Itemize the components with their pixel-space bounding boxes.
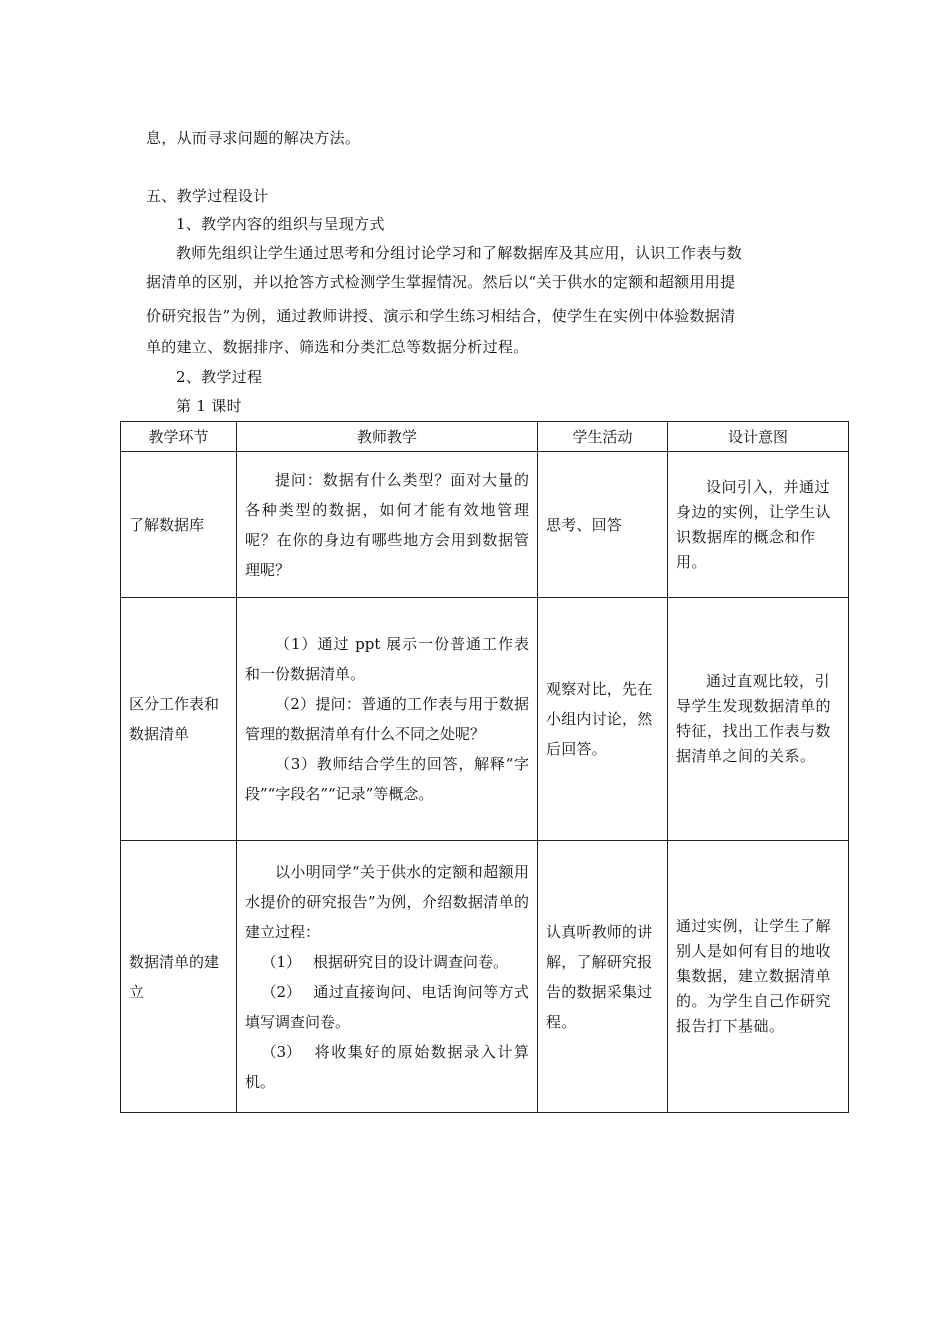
lesson-table — [120, 421, 849, 1113]
teacher-cell — [237, 841, 538, 1113]
step-number: （1） — [261, 952, 301, 971]
header-student: 学生活动 — [538, 422, 668, 452]
teacher-step — [245, 1037, 529, 1097]
header-stage: 教学环节 — [121, 422, 237, 452]
step-number: （3） — [261, 1042, 301, 1061]
subsection-title-2: 2、教学过程 — [176, 368, 263, 386]
table-row — [121, 452, 849, 598]
stage-text: 了解数据库 — [129, 515, 205, 534]
stage-text: 区分工作表和数据清单 — [129, 695, 220, 743]
teacher-intro: 以小明同学“关于供水的定额和超额用水提价的研究报告”为例，介绍数据清单的建立过程： — [245, 862, 529, 941]
step-number: （2） — [261, 982, 301, 1001]
teacher-cell — [237, 598, 538, 841]
table-header-row — [121, 422, 849, 452]
student-cell — [538, 598, 668, 841]
paragraph-line: 价研究报告”为例，通过教师讲授、演示和学生练习相结合，使学生在实例中体验数据清 — [146, 307, 736, 325]
teacher-item: （1）通过 ppt 展示一份普通工作表和一份数据清单。 — [245, 635, 529, 683]
session-label: 第 1 课时 — [176, 397, 242, 415]
step-text: 通过直接询问、电话询问等方式填写调查问卷。 — [245, 982, 529, 1031]
stage-cell — [121, 452, 237, 598]
design-cell — [668, 598, 849, 841]
teacher-text: 提问：数据有什么类型？面对大量的各种类型的数据，如何才能有效地管理呢？在你的身边有哪些地方会用到数据管理呢？ — [245, 470, 529, 579]
teacher-item: （3）教师结合学生的回答，解释“字段”“字段名”“记录”等概念。 — [245, 755, 529, 803]
stage-cell — [121, 841, 237, 1113]
design-text: 设问引入，并通过身边的实例，让学生认识数据库的概念和作用。 — [676, 477, 832, 571]
section-title: 五、教学过程设计 — [146, 187, 269, 205]
table-row — [121, 598, 849, 841]
stage-cell — [121, 598, 237, 841]
stage-text: 数据清单的建立 — [129, 952, 220, 1001]
design-text: 通过直观比较，引导学生发现数据清单的特征，找出工作表与数据清单之间的关系。 — [676, 672, 832, 765]
student-cell — [538, 452, 668, 598]
teacher-step — [245, 977, 529, 1037]
student-text: 观察对比，先在小组内讨论，然后回答。 — [546, 680, 653, 758]
paragraph-line: 教师先组织让学生通过思考和分组讨论学习和了解数据库及其应用，认识工作表与数 — [176, 244, 743, 262]
design-text: 通过实例，让学生了解别人是如何有目的地收集数据，建立数据清单的。为学生自己作研究报告打下基础。 — [676, 917, 832, 1035]
student-text: 思考、回答 — [546, 515, 623, 534]
header-design: 设计意图 — [668, 422, 849, 452]
paragraph-line: 单的建立、数据排序、筛选和分类汇总等数据分析过程。 — [146, 338, 529, 356]
paragraph-line: 据清单的区别，并以抢答方式检测学生掌握情况。然后以“关于供水的定额和超额用用提 — [146, 273, 736, 291]
design-cell — [668, 841, 849, 1113]
student-cell — [538, 841, 668, 1113]
student-text: 认真听教师的讲解，了解研究报告的数据采集过程。 — [546, 922, 653, 1031]
intro-tail: 息，从而寻求问题的解决方法。 — [146, 129, 361, 147]
step-text: 将收集好的原始数据录入计算机。 — [245, 1042, 529, 1091]
teacher-step — [245, 947, 529, 977]
teacher-item: （2）提问：普通的工作表与用于数据管理的数据清单有什么不同之处呢？ — [245, 695, 529, 743]
subsection-title-1: 1、教学内容的组织与呈现方式 — [176, 215, 385, 233]
design-cell — [668, 452, 849, 598]
header-teacher: 教师教学 — [237, 422, 538, 452]
teacher-cell — [237, 452, 538, 598]
table-row — [121, 841, 849, 1113]
step-text: 根据研究目的设计调查问卷。 — [313, 952, 509, 971]
